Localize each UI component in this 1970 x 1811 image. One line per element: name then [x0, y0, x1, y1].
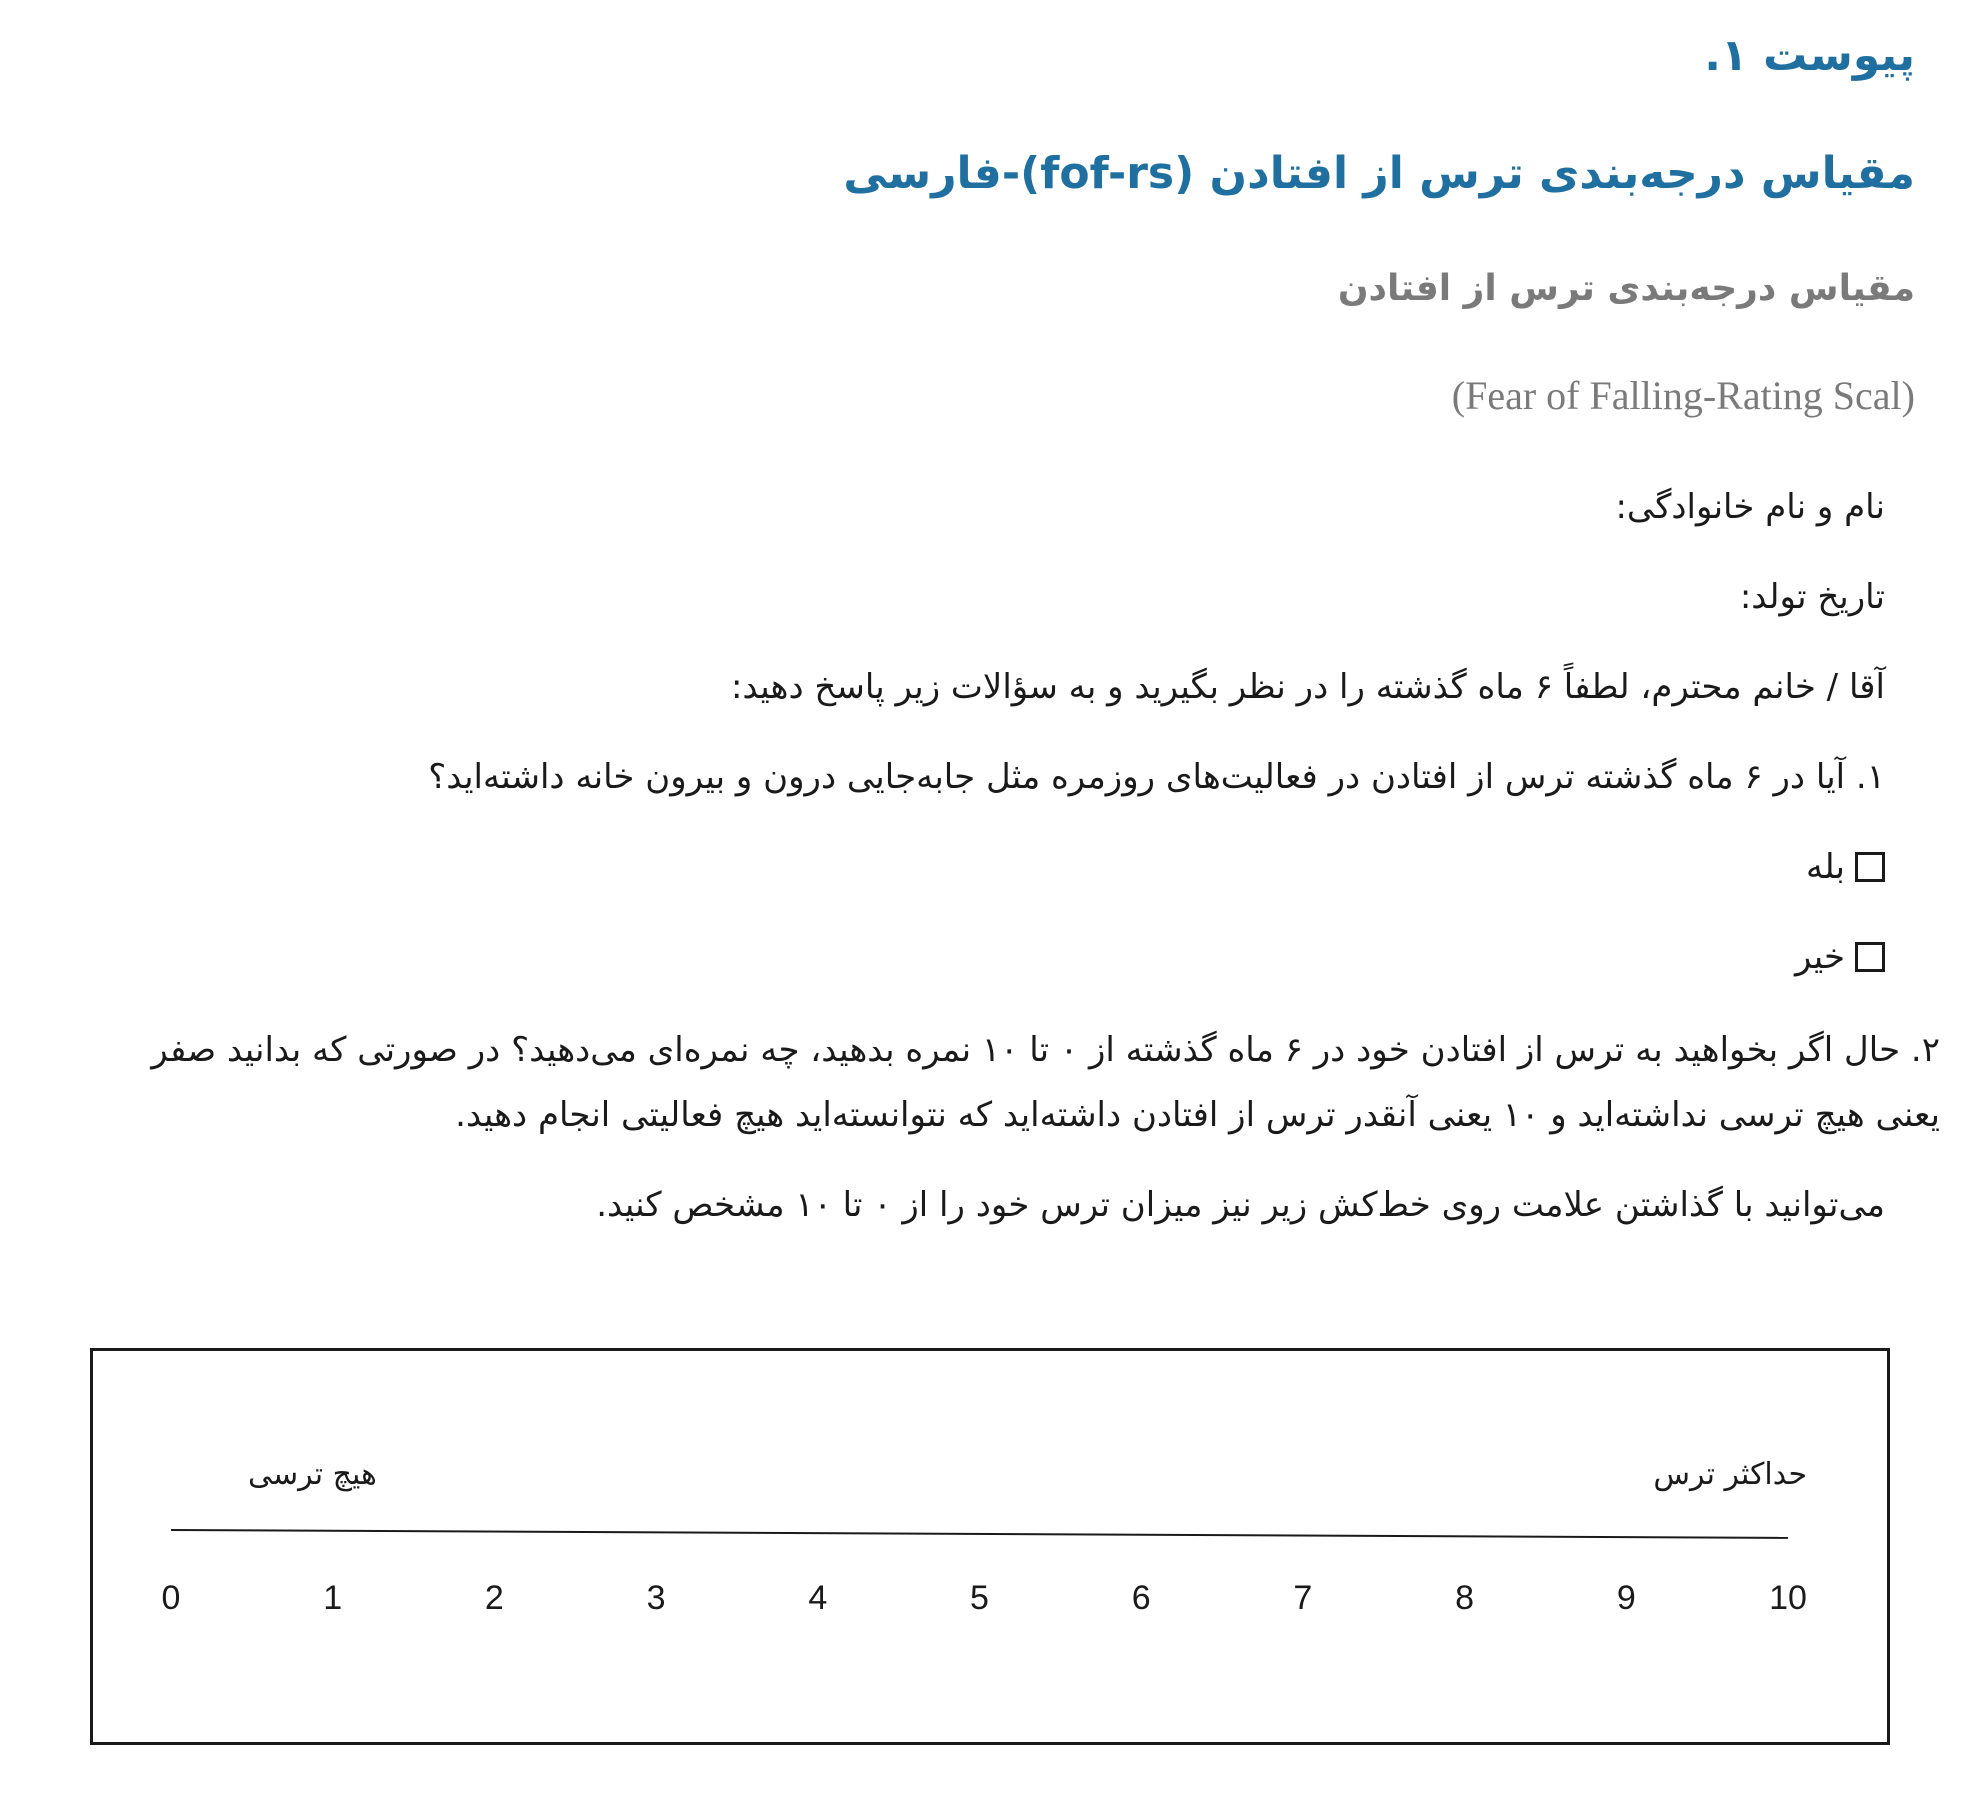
- rating-scale-box: [90, 1348, 1890, 1745]
- scale-tick-7: 7: [1293, 1579, 1313, 1617]
- scale-tick-2: 2: [484, 1579, 504, 1617]
- option-no[interactable]: [1795, 937, 1885, 977]
- birth-date-field-label: تاریخ تولد:: [1739, 577, 1885, 617]
- question-2-line-2: یعنی هیچ ترسی نداشته‌اید و ۱۰ یعنی آنقدر ترس از افتادن داشته‌اید که نتوانسته‌اید هیچ فعالیتی انجام دهید.: [455, 1095, 1940, 1135]
- scale-title: مقیاس درجه‌بندی ترس از افتادن (fof-rs)-فارسی: [843, 148, 1915, 199]
- scale-tick-5: 5: [970, 1579, 989, 1617]
- option-yes-label: بله: [1806, 847, 1845, 887]
- question-2-line-1: ۲. حال اگر بخواهید به ترس از افتادن خود در ۶ ماه گذشته از ۰ تا ۱۰ نمره بدهید، چه نمره‌ای می‌دهید؟ در صورتی که بدانید صفر: [151, 1030, 1940, 1070]
- scale-tick-9: 9: [1616, 1579, 1636, 1617]
- max-fear-label: حداکثر ترس: [1653, 1457, 1807, 1492]
- name-field-label: نام و نام خانوادگی:: [1615, 487, 1885, 527]
- scale-tick-10: 10: [1769, 1579, 1807, 1617]
- no-checkbox[interactable]: [1855, 942, 1885, 972]
- rating-line[interactable]: [171, 1529, 1788, 1539]
- scale-tick-6: 6: [1131, 1579, 1151, 1617]
- intro-text: آقا / خانم محترم، لطفاً ۶ ماه گذشته را در نظر بگیرید و به سؤالات زیر پاسخ دهید:: [730, 667, 1885, 707]
- yes-checkbox[interactable]: [1855, 852, 1885, 882]
- option-no-label: خیر: [1794, 937, 1845, 977]
- subtitle-persian: مقیاس درجه‌بندی ترس از افتادن: [1337, 268, 1915, 309]
- scale-tick-0: 0: [161, 1579, 181, 1617]
- appendix-title: پیوست ۱.: [1704, 30, 1915, 81]
- scale-ticks: [161, 1579, 1807, 1629]
- scale-tick-4: 4: [808, 1579, 828, 1617]
- question-1: ۱. آیا در ۶ ماه گذشته ترس از افتادن در فعالیت‌های روزمره مثل جابه‌جایی درون و بیرون خانه داشته‌اید؟: [428, 757, 1885, 797]
- scale-tick-8: 8: [1455, 1579, 1475, 1617]
- scale-tick-3: 3: [646, 1579, 666, 1617]
- subtitle-english: (Fear of Falling-Rating Scal): [1451, 373, 1915, 418]
- scale-tick-1: 1: [323, 1579, 343, 1617]
- option-yes[interactable]: [1806, 847, 1885, 887]
- scale-instruction: می‌توانید با گذاشتن علامت روی خط‌کش زیر نیز میزان ترس خود را از ۰ تا ۱۰ مشخص کنید.: [596, 1185, 1885, 1225]
- no-fear-label: هیچ ترسی: [248, 1457, 377, 1492]
